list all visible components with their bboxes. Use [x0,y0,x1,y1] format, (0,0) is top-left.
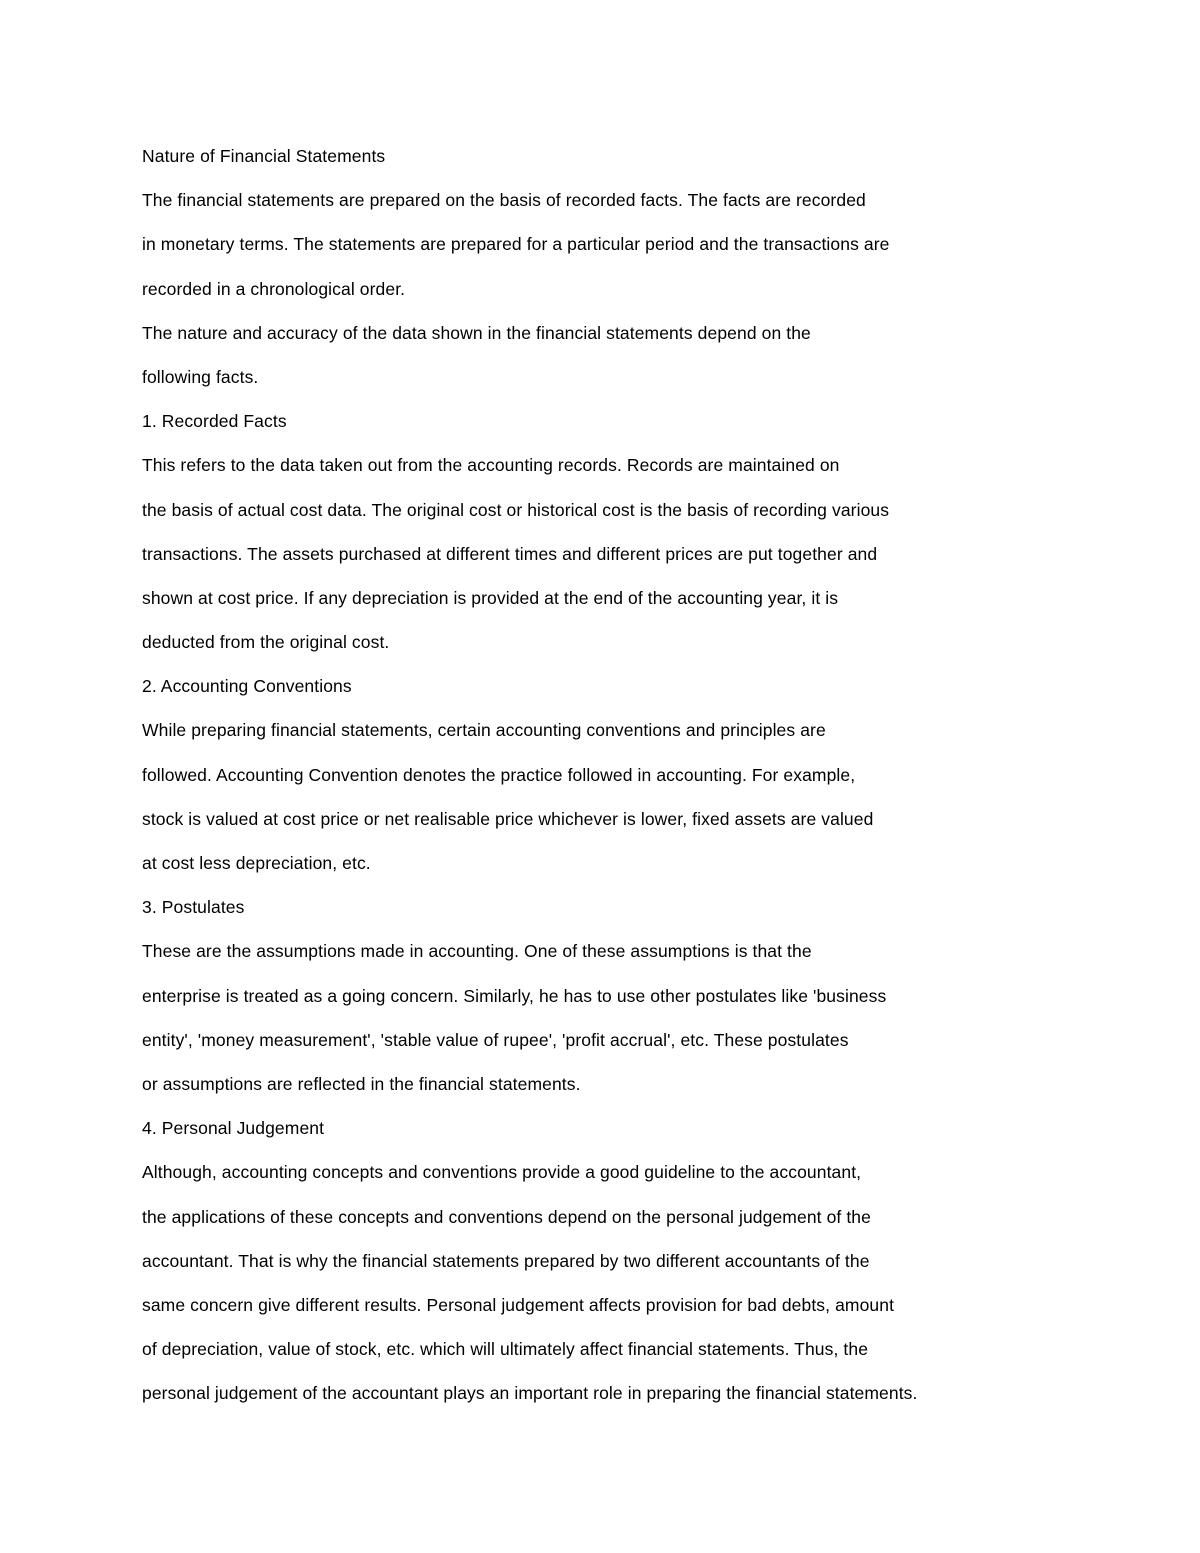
section-heading: 4. Personal Judgement [142,1118,325,1139]
text-line: While preparing financial statements, certain accounting conventions and principles are [142,720,826,741]
text-line: stock is valued at cost price or net realisable price whichever is lower, fixed assets are valued [142,808,874,829]
text-line: deducted from the original cost. [142,632,390,653]
text-line: in monetary terms. The statements are prepared for a particular period and the transactions are [142,234,890,255]
text-line: of depreciation, value of stock, etc. which will ultimately affect financial statements. Thus, the [142,1339,869,1360]
text-line: the applications of these concepts and conventions depend on the personal judgement of the [142,1206,871,1227]
text-line: enterprise is treated as a going concern. Similarly, he has to use other postulates like 'business [142,985,887,1006]
text-line: accountant. That is why the financial statements prepared by two different accountants of the [142,1250,870,1271]
text-line: followed. Accounting Convention denotes the practice followed in accounting. For example, [142,764,856,785]
text-line: following facts. [142,366,259,387]
section-heading: 3. Postulates [142,897,245,918]
text-line: personal judgement of the accountant plays an important role in preparing the financial statements. [142,1383,918,1404]
section-heading: 2. Accounting Conventions [142,676,352,697]
text-line: transactions. The assets purchased at different times and different prices are put together and [142,543,878,564]
text-line: at cost less depreciation, etc. [142,853,371,873]
text-line: The nature and accuracy of the data shown in the financial statements depend on the [142,322,811,343]
text-line: entity', 'money measurement', 'stable value of rupee', 'profit accrual', etc. These postulates [142,1029,849,1050]
section-heading: 1. Recorded Facts [142,411,287,432]
text-line: The financial statements are prepared on the basis of recorded facts. The facts are recorded [142,190,866,211]
text-line: shown at cost price. If any depreciation is provided at the end of the accounting year, it is [142,587,839,608]
text-line: the basis of actual cost data. The original cost or historical cost is the basis of recording various [142,499,890,520]
text-line: or assumptions are reflected in the financial statements. [142,1073,581,1094]
text-line: Although, accounting concepts and conventions provide a good guideline to the accountant, [142,1162,862,1183]
document-body [142,143,1102,1424]
text-line: These are the assumptions made in accounting. One of these assumptions is that the [142,941,812,962]
text-line: This refers to the data taken out from the accounting records. Records are maintained on [142,455,840,476]
text-line: same concern give different results. Personal judgement affects provision for bad debts, amount [142,1294,895,1315]
text-line: recorded in a chronological order. [142,278,406,299]
page-title: Nature of Financial Statements [142,146,386,166]
